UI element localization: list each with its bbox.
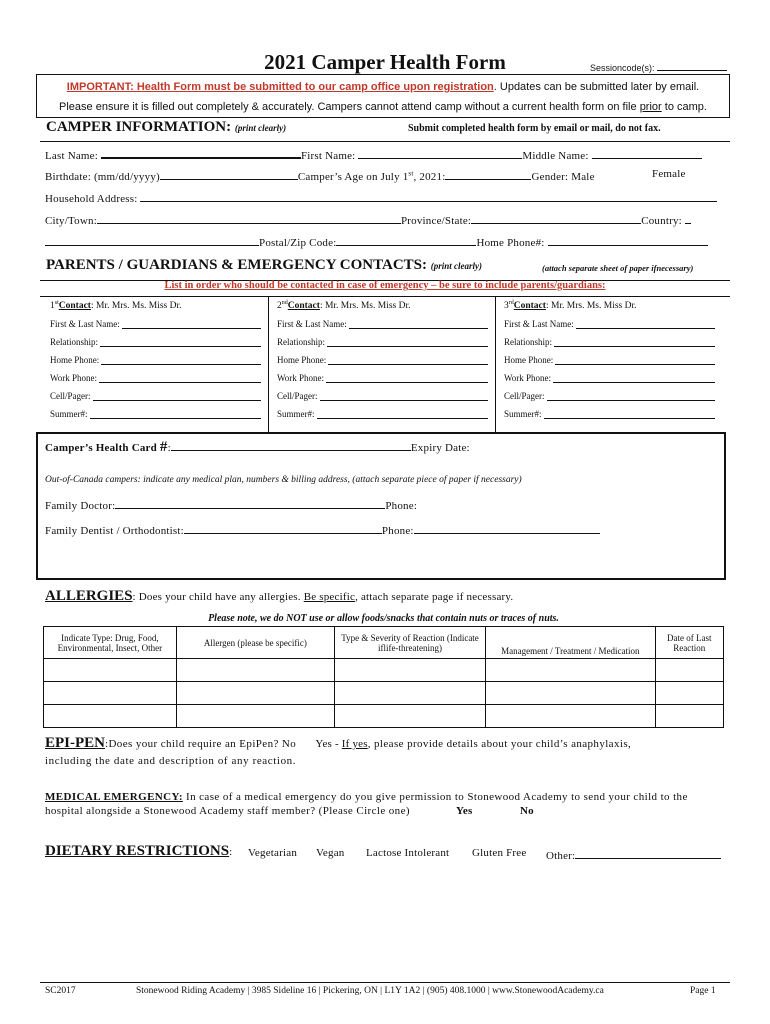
health-card-colon: :	[167, 442, 171, 454]
contact-field-line[interactable]	[553, 373, 715, 383]
medical-yes[interactable]: Yes	[456, 805, 473, 817]
allergy-col-reaction: Type & Severity of Reaction (Indicate iflife-threatening)	[334, 627, 485, 659]
epipen-ifyes: If yes	[341, 738, 368, 750]
age-label-a: Camper’s Age on July 1	[297, 171, 409, 183]
contact-field-label: First & Last Name:	[277, 319, 347, 330]
contact-field-label: Summer#:	[504, 409, 542, 420]
country-label: Country:	[641, 215, 682, 227]
contact-field-label: Home Phone:	[277, 355, 327, 366]
contact-field-label: Home Phone:	[50, 355, 100, 366]
allergies-row	[45, 588, 513, 605]
contact-label: Contact	[287, 301, 320, 312]
contact-field[interactable]	[504, 411, 725, 419]
contact-field-line[interactable]	[576, 319, 715, 329]
contact-titles[interactable]: : Mr. Mrs. Ms. Miss Dr.	[319, 301, 411, 312]
medical-no[interactable]: No	[520, 805, 534, 817]
ensure-text-b: to camp.	[661, 101, 707, 113]
contact-field-label: Home Phone:	[504, 355, 554, 366]
allergies-table	[43, 626, 724, 728]
contact-number-sup: st	[54, 300, 59, 306]
contact-field[interactable]	[504, 339, 725, 347]
out-of-canada-note: Out-of-Canada campers: indicate any medical plan, numbers & billing address, (attach separate piece of paper if necessary)	[45, 475, 522, 485]
contact-field-line[interactable]	[327, 337, 488, 347]
epipen-heading: EPI-PEN	[45, 735, 105, 751]
contact-field-line[interactable]	[100, 337, 261, 347]
footer-code: SC2017	[45, 986, 76, 996]
contact-field-line[interactable]	[101, 355, 261, 365]
first-name-line[interactable]	[358, 147, 522, 159]
table-row[interactable]	[44, 682, 724, 705]
attach-note: (attach separate sheet of paper ifnecessary)	[542, 263, 694, 273]
contact-field[interactable]	[50, 321, 271, 329]
contact-number: 2	[277, 301, 282, 312]
contact-field-line[interactable]	[326, 373, 488, 383]
home-phone-label: Home Phone#:	[476, 237, 545, 249]
camper-info-subtitle: (print clearly)	[234, 123, 287, 133]
session-code-field[interactable]	[590, 59, 727, 73]
list-order-note	[40, 280, 730, 291]
contacts-heading	[46, 257, 482, 274]
allergies-header-row	[44, 627, 724, 659]
home-phone-line[interactable]	[548, 234, 708, 246]
epipen-text-a: :Does your child require an EpiPen? No	[105, 738, 297, 750]
contact-field-line[interactable]	[90, 409, 262, 419]
family-dentist-field[interactable]	[45, 522, 600, 537]
contact-field[interactable]	[504, 321, 725, 329]
age-line[interactable]	[445, 168, 531, 180]
city-row[interactable]	[45, 212, 691, 227]
family-doctor-line[interactable]	[115, 497, 385, 509]
contact-label: Contact	[513, 301, 546, 312]
contact-field[interactable]	[277, 375, 498, 383]
footer-address: Stonewood Riding Academy | 3985 Sideline 16 | Pickering, ON | L1Y 1A2 | (905) 408.1000 | www.StonewoodAcademy.ca	[136, 986, 604, 996]
contact-field[interactable]	[50, 375, 271, 383]
birthdate-row[interactable]	[45, 168, 595, 183]
list-order-text: List in order who should be contacted in case of emergency – be sure to include parents/guardians:	[164, 280, 606, 291]
contacts-subtitle: (print clearly)	[430, 261, 482, 271]
contact-field-label: Relationship:	[50, 337, 98, 348]
birthdate-line[interactable]	[160, 168, 298, 180]
contact-field-line[interactable]	[317, 409, 489, 419]
last-name-line[interactable]	[101, 146, 301, 159]
health-card-field[interactable]	[45, 439, 470, 456]
contact-field-label: Work Phone:	[277, 373, 325, 384]
contact-heading	[504, 300, 725, 311]
dietary-option[interactable]: Lactose Intolerant	[366, 847, 450, 859]
important-notice-line1	[36, 81, 730, 93]
contact-field-label: First & Last Name:	[50, 319, 120, 330]
contact-field[interactable]	[277, 321, 498, 329]
contact-field[interactable]	[277, 357, 498, 365]
footer-page: Page 1	[690, 986, 716, 996]
province-line[interactable]	[471, 212, 641, 224]
contact-field[interactable]	[50, 393, 271, 401]
ensure-prior: prior	[639, 101, 662, 113]
expiry-label: Expiry Date:	[410, 442, 470, 454]
contact-field-line[interactable]	[122, 319, 261, 329]
health-card-hash: #	[159, 439, 168, 455]
epipen-text-b: , please provide details about your child’s anaphylaxis,	[367, 738, 632, 750]
contact-field-label: Cell/Pager:	[504, 391, 545, 402]
postal-line[interactable]	[336, 234, 476, 246]
medical-emergency-text: In case of a medical emergency do you give permission to Stonewood Academy to send your child to the	[182, 791, 688, 803]
household-address-field[interactable]	[45, 190, 717, 205]
epipen-yes[interactable]: Yes -	[315, 738, 342, 750]
medical-emergency-question: hospital alongside a Stonewood Academy staff member? (Please Circle one)	[45, 805, 410, 817]
last-name-label: Last Name:	[45, 150, 99, 162]
dietary-other-field[interactable]	[546, 847, 721, 862]
dentist-phone-label: Phone:	[381, 525, 414, 537]
contact-field-line[interactable]	[328, 355, 488, 365]
contact-field[interactable]	[50, 411, 271, 419]
contact-label: Contact	[58, 301, 91, 312]
allergies-specific: Be specific	[303, 591, 356, 603]
postal-pre-line[interactable]	[45, 234, 259, 246]
contact-field-label: Work Phone:	[50, 373, 98, 384]
important-notice-rest: . Updates can be submitted later by email.	[493, 81, 700, 93]
contact-field-line[interactable]	[554, 337, 715, 347]
contact-number-sup: rd	[508, 300, 514, 306]
contact-3	[498, 296, 725, 432]
contact-field-label: First & Last Name:	[504, 319, 574, 330]
contact-field[interactable]	[504, 393, 725, 401]
table-row[interactable]	[44, 659, 724, 682]
allergies-heading: ALLERGIES	[45, 588, 133, 604]
contact-field-label: Relationship:	[504, 337, 552, 348]
contact-field[interactable]	[277, 411, 498, 419]
birthdate-label: Birthdate: (mm/dd/yyyy)	[45, 171, 160, 183]
contact-field-line[interactable]	[547, 391, 716, 401]
age-sup: st	[408, 169, 414, 178]
contact-heading	[277, 300, 498, 311]
gender-female[interactable]: Female	[652, 168, 686, 180]
session-code-label: Sessioncode(s):	[590, 63, 655, 73]
allergy-col-allergen: Allergen (please be specific)	[176, 627, 334, 659]
contact-field[interactable]	[50, 339, 271, 347]
gender-label: Gender: Male	[531, 171, 595, 183]
contact-number-sup: nd	[281, 300, 288, 306]
household-label: Household Address:	[45, 193, 138, 205]
form-title: 2021 Camper Health Form	[264, 50, 506, 74]
country-line[interactable]	[685, 212, 691, 224]
contact-number: 3	[504, 301, 509, 312]
contact-field-line[interactable]	[349, 319, 488, 329]
dietary-option[interactable]: Vegan	[316, 847, 345, 859]
postal-row[interactable]	[45, 234, 708, 249]
contacts-title: PARENTS / GUARDIANS & EMERGENCY CONTACTS:	[46, 257, 427, 273]
epipen-line2: including the date and description of any reaction.	[45, 755, 297, 767]
middle-name-label: Middle Name:	[522, 150, 589, 162]
footer-rule	[40, 982, 730, 983]
important-notice-red: IMPORTANT: Health Form must be submitted to our camp office upon registration	[66, 81, 494, 93]
doctor-phone-label: Phone:	[385, 500, 418, 512]
contact-field-label: Summer#:	[50, 409, 88, 420]
contact-field[interactable]	[50, 357, 271, 365]
contact-field-line[interactable]	[544, 409, 716, 419]
medical-emergency-heading: MEDICAL EMERGENCY:	[45, 791, 183, 803]
postal-label: Postal/Zip Code:	[259, 237, 337, 249]
dentist-phone-line[interactable]	[414, 522, 600, 534]
dietary-option[interactable]: Vegetarian	[248, 847, 298, 859]
contact-titles[interactable]: : Mr. Mrs. Ms. Miss Dr.	[90, 301, 182, 312]
family-doctor-field[interactable]	[45, 497, 417, 512]
camper-info-title: CAMPER INFORMATION:	[46, 119, 232, 135]
contact-field-line[interactable]	[555, 355, 715, 365]
contact-field-label: Work Phone:	[504, 373, 552, 384]
dietary-colon: :	[229, 846, 233, 858]
contact-field-line[interactable]	[93, 391, 262, 401]
middle-name-line[interactable]	[592, 147, 702, 159]
contact-field-label: Relationship:	[277, 337, 325, 348]
dietary-row	[45, 843, 232, 860]
allergy-col-type: Indicate Type: Drug, Food, Environmental, Insect, Other	[44, 627, 177, 659]
dietary-other-label: Other:	[546, 850, 576, 862]
session-code-line[interactable]	[657, 59, 727, 71]
contact-titles[interactable]: : Mr. Mrs. Ms. Miss Dr.	[545, 301, 637, 312]
contact-2	[271, 296, 498, 432]
camper-info-heading	[46, 119, 286, 136]
province-label: Province/State:	[400, 215, 472, 227]
contact-field-line[interactable]	[99, 373, 261, 383]
submit-note: Submit completed health form by email or mail, do not fax.	[408, 123, 661, 134]
city-line[interactable]	[97, 212, 401, 224]
allergy-col-management: Management / Treatment / Medication	[486, 627, 655, 659]
contact-field-label: Cell/Pager:	[277, 391, 318, 402]
household-line[interactable]	[140, 190, 717, 202]
last-name-field[interactable]	[45, 146, 702, 162]
allergies-text-a: : Does your child have any allergies.	[132, 591, 304, 603]
health-card-line[interactable]	[171, 439, 411, 451]
allergy-col-date: Date of Last Reaction	[655, 627, 723, 659]
ensure-text-a: Please ensure it is filled out completely & accurately. Campers cannot attend camp without a current health form on file	[59, 101, 640, 113]
contact-1	[44, 296, 271, 432]
important-notice-line2	[36, 101, 730, 113]
contact-field-line[interactable]	[320, 391, 489, 401]
dietary-option[interactable]: Gluten Free	[472, 847, 527, 859]
contact-heading	[50, 300, 271, 311]
contact-field[interactable]	[504, 375, 725, 383]
contact-number: 1	[50, 301, 55, 312]
epipen-row	[45, 735, 631, 752]
family-doctor-label: Family Doctor:	[45, 500, 116, 512]
city-label: City/Town:	[45, 215, 97, 227]
contact-field-label: Cell/Pager:	[50, 391, 91, 402]
dietary-heading: DIETARY RESTRICTIONS	[45, 843, 230, 859]
medical-emergency-line2	[45, 805, 410, 817]
health-card-label: Camper’s Health Card	[45, 442, 160, 454]
nuts-note: Please note, we do NOT use or allow foods/snacks that contain nuts or traces of nuts.	[208, 613, 559, 624]
camper-info-rule	[40, 141, 730, 142]
family-dentist-label: Family Dentist / Orthodontist:	[45, 525, 184, 537]
medical-emergency-row	[45, 791, 688, 803]
family-dentist-line[interactable]	[184, 522, 382, 534]
table-row[interactable]	[44, 705, 724, 728]
contact-field[interactable]	[277, 339, 498, 347]
allergies-text-b: , attach separate page if necessary.	[355, 591, 514, 603]
first-name-label: First Name:	[300, 150, 356, 162]
contact-field[interactable]	[504, 357, 725, 365]
dietary-other-line[interactable]	[575, 847, 721, 859]
contact-field[interactable]	[277, 393, 498, 401]
age-label-b: , 2021:	[413, 171, 446, 183]
contact-field-label: Summer#:	[277, 409, 315, 420]
